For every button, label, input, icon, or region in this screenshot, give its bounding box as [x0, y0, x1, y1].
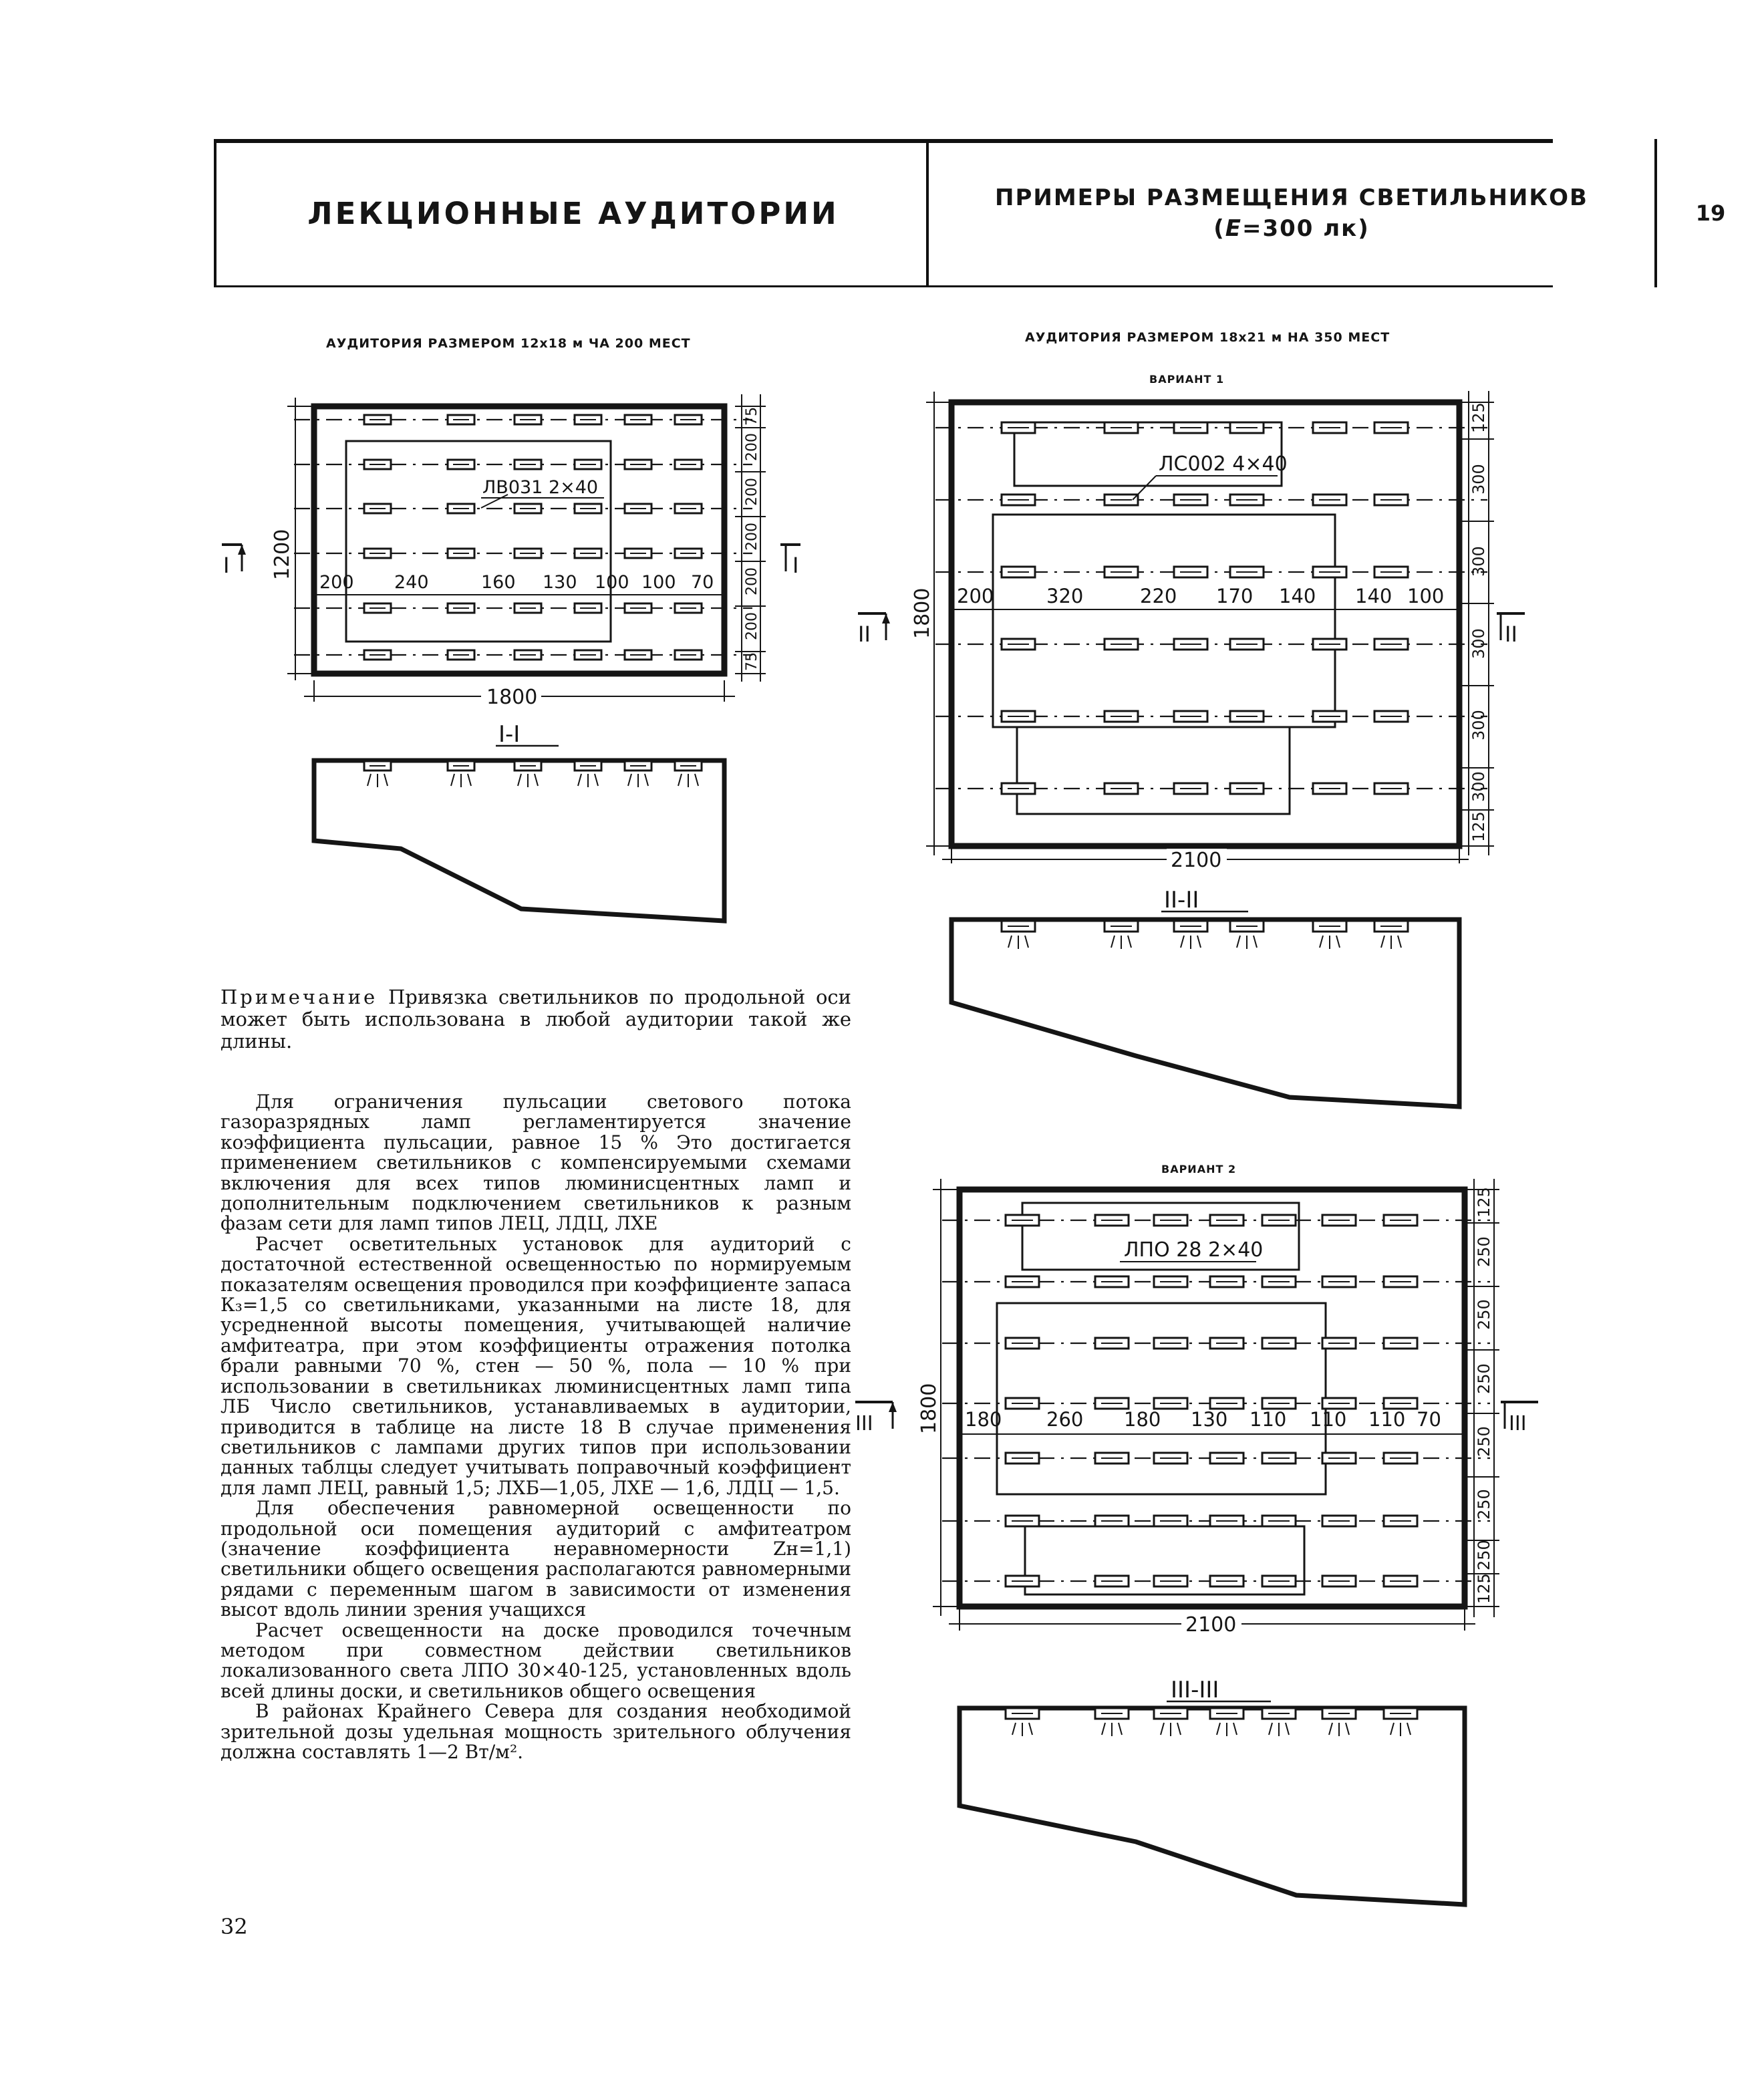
plan1-section-fixtures	[1002, 921, 1408, 949]
right-plan-2	[855, 1179, 1538, 1637]
plan2-height-dim: 250	[1475, 1299, 1493, 1330]
plan2-height-dim: 250	[1475, 1489, 1493, 1520]
right-plan-caption: АУДИТОРИЯ РАЗМЕРОМ 18x21 м НА 350 МЕСТ	[1025, 330, 1390, 345]
plan2-height-dim: 250	[1475, 1426, 1493, 1457]
left-row-dim: 100	[641, 572, 676, 593]
left-plan	[222, 394, 800, 709]
plan2-height-dim: 250	[1475, 1540, 1493, 1570]
plan1-row-dim: 320	[1046, 585, 1084, 607]
plan2-height-dim: 250	[1475, 1236, 1493, 1267]
plan1-row-dim: 140	[1279, 585, 1316, 607]
plan1-zone-bottom	[1017, 727, 1290, 814]
left-row-dims	[319, 572, 714, 593]
left-section-fixtures	[364, 761, 702, 787]
plan1-height-dim: 300	[1469, 628, 1488, 659]
paragraph: В районах Крайнего Севера для создания необходимой зрительной дозы удельная мощность зрительного облучения должна составлять 1—2 Вт/м².	[220, 1700, 851, 1763]
plan2-row-dims	[965, 1408, 1441, 1431]
plan2-overall-height: 1800	[917, 1383, 941, 1434]
plan2-row-dim: 70	[1417, 1408, 1441, 1431]
plan2-overall-width: 2100	[1185, 1613, 1237, 1637]
paragraph: Расчет осветительных установок для аудиторий с достаточной естественной освещенностью по нормируемым показателям освещения проводился при коэффициенте запаса К₃=1,5 со светильниками, указанными на листе 18, для усредненной высоты помещения, учитывающей наличие амфитеатра, при этом коэффициенты отражения потолка брали равными 70 %, стен — 50 %, пола — 10 % при использовании в светильниках люминисцентных ламп типа ЛБ Число светильников, устанавливаемых в аудитории, приводится в таблице на листе 18 В случае применения светильников с лампами других типов при использовании данных таблцы следует учитывать поправочный коэффициент для ламп ЛЕЦ, равный 1,5; ЛХБ—1,05, ЛХЕ — 1,6, ЛДЦ — 1,5.	[220, 1232, 851, 1499]
paragraph: Расчет освещенности на доске проводился точечным методом при совместном действии светильников локализованного света ЛПО 30×40-125, установленных вдоль всей длины доски, и светильников общего освещения	[220, 1619, 851, 1702]
plan1-row-dim: 170	[1216, 585, 1254, 607]
left-height-dim: 75	[744, 652, 760, 671]
plan2-section-outline	[960, 1708, 1465, 1905]
left-row-dim: 130	[543, 572, 577, 593]
plan1-height-dim: 125	[1469, 402, 1488, 433]
plan2-row-dim: 180	[1124, 1408, 1161, 1431]
left-room-outline	[314, 406, 724, 674]
body-text	[220, 1092, 851, 1762]
plan1-height-dim: 300	[1469, 464, 1488, 495]
variant-2-label: ВАРИАНТ 2	[1161, 1163, 1237, 1175]
left-row-dim: 160	[481, 572, 516, 593]
left-section-outline	[314, 760, 724, 921]
plan2-section-mark-left: III	[855, 1412, 873, 1435]
note-head: Примечание	[220, 986, 378, 1008]
plan2-row-dim: 130	[1191, 1408, 1228, 1431]
plan1-height-dim: 300	[1469, 710, 1488, 740]
left-row-dim: 200	[319, 572, 354, 593]
note	[220, 986, 851, 1053]
plan2-row-dim: 110	[1368, 1408, 1406, 1431]
left-overall-width: 1800	[486, 686, 538, 709]
plan1-section-mark-right: II	[1505, 621, 1517, 647]
plan2-height-dim: 250	[1475, 1363, 1493, 1394]
plan1-height-dim: 125	[1469, 811, 1488, 842]
left-row-dim: 240	[394, 572, 429, 593]
plan2-section-title: III-III	[1171, 1677, 1219, 1703]
variant-1-label: ВАРИАНТ 1	[1149, 373, 1225, 386]
plan2-section-fixtures	[1006, 1708, 1417, 1736]
plan1-right-dims	[1469, 402, 1488, 842]
paragraph: Для обеспечения равномерной освещенности по продольной оси помещения аудиторий с амфитеатром (значение коэффициента неравномерности Zн=1,1) светильники общего освещения располагаются равномерными рядами с переменным шагом в зависимости от изменения высот вдоль линии зрения учащихся	[220, 1497, 851, 1621]
sheet-number: 19	[1695, 200, 1726, 226]
plan2-height-dim: 125	[1475, 1573, 1493, 1604]
left-height-dim: 200	[744, 433, 760, 461]
right-section-1	[951, 887, 1459, 1107]
plan1-row-dim: 220	[1140, 585, 1177, 607]
left-row-dim: 100	[595, 572, 629, 593]
left-fixtures	[364, 415, 702, 660]
page-number: 32	[220, 1914, 248, 1939]
left-right-dims	[744, 407, 760, 671]
left-height-dim: 200	[744, 478, 760, 506]
plan1-row-dim: 100	[1407, 585, 1445, 607]
plan1-height-dim: 300	[1469, 771, 1488, 802]
left-overall-height: 1200	[271, 529, 294, 580]
topic-title: ПРИМЕРЫ РАЗМЕЩЕНИЯ СВЕТИЛЬНИКОВ (E=300 лк)	[995, 184, 1588, 242]
left-row-dim: 70	[691, 572, 714, 593]
note-text: Привязка светильников по продольной оси может быть использована в любой аудитории такой же длины.	[220, 986, 852, 1053]
plan1-zone-middle	[993, 515, 1335, 727]
left-height-dim: 75	[744, 407, 760, 426]
plan2-section-mark-right: III	[1509, 1412, 1527, 1435]
plan1-row-dim: 200	[957, 585, 994, 607]
right-plan-1	[858, 391, 1525, 872]
left-height-dim: 200	[744, 612, 760, 640]
plan1-overall-height: 1800	[911, 587, 934, 639]
plan2-row-dim: 180	[965, 1408, 1002, 1431]
paragraph: Для ограничения пульсации светового потока газоразрядных ламп регламентируется значение коэффициента пульсации, равное 15 % Это достигается применением светильников с компенсируемыми схемами включения для всех типов люминисцентных ламп и дополнительным подключением светильников к разным фазам сети для ламп типов ЛЕЦ, ЛДЦ, ЛХЕ	[220, 1091, 851, 1235]
left-section-title: I-I	[498, 721, 521, 748]
left-plan-caption: АУДИТОРИЯ РАЗМЕРОМ 12x18 м ЧА 200 МЕСТ	[326, 336, 691, 351]
left-section-mark-right: I	[792, 553, 799, 578]
section-title: ЛЕКЦИОННЫЕ АУДИТОРИИ	[307, 195, 839, 231]
plan2-row-dim: 110	[1310, 1408, 1347, 1431]
plan1-section-mark-left: II	[858, 621, 871, 647]
left-section	[314, 721, 724, 921]
plan1-row-dims	[957, 585, 1444, 607]
plan1-section-title: II-II	[1164, 887, 1199, 914]
plan2-right-dims	[1475, 1187, 1493, 1604]
plan1-fixtures	[1002, 422, 1408, 794]
plan1-row-dim: 140	[1355, 585, 1392, 607]
left-fixture-label: ЛВ031 2×40	[482, 477, 599, 498]
plan2-fixture-label: ЛПО 28 2×40	[1124, 1238, 1264, 1262]
left-height-dim: 200	[744, 523, 760, 551]
left-section-mark-left: I	[223, 553, 230, 578]
plan1-fixture-label: ЛС002 4×40	[1159, 452, 1288, 476]
left-height-dim: 200	[744, 567, 760, 595]
right-section-2	[960, 1677, 1465, 1905]
plan2-row-dim: 110	[1250, 1408, 1287, 1431]
plan1-overall-width: 2100	[1171, 849, 1222, 872]
plan1-height-dim: 300	[1469, 546, 1488, 577]
plan2-height-dim: 125	[1475, 1187, 1493, 1218]
plan2-row-dim: 260	[1046, 1408, 1084, 1431]
